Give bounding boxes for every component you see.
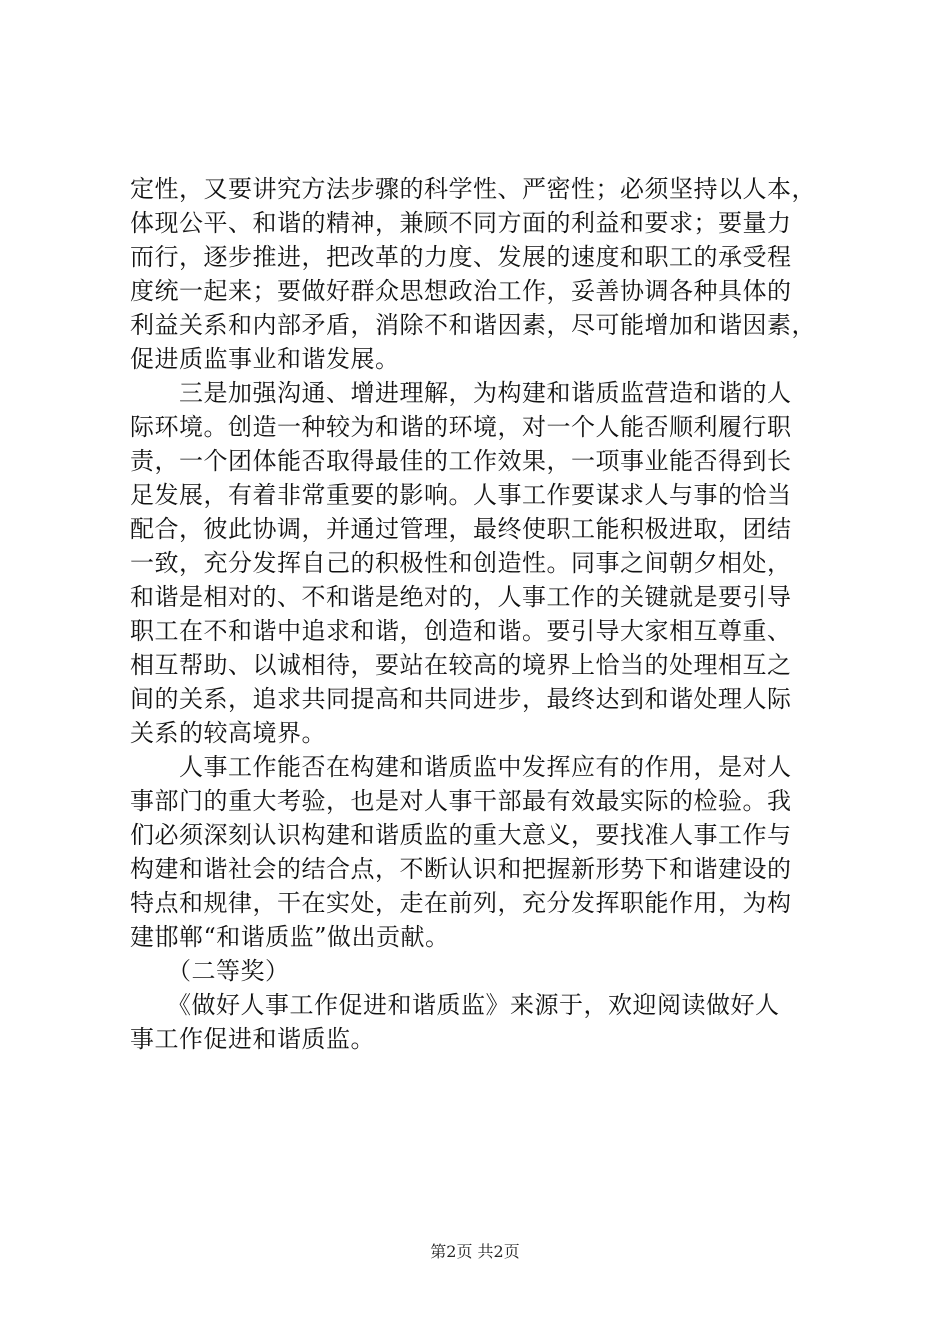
text-line: 构建和谐社会的结合点，不断认识和把握新形势下和谐建设的 xyxy=(130,855,792,883)
text-line: 定性，又要讲究方法步骤的科学性、严密性；必须坚持以人本， xyxy=(130,175,816,203)
text-line: 间的关系，追求共同提高和共同进步，最终达到和谐处理人际 xyxy=(130,685,792,713)
text-line: 促进质监事业和谐发展。 xyxy=(130,345,400,373)
text-line: 《做好人事工作促进和谐质监》来源于，欢迎阅读做好人 xyxy=(130,991,780,1019)
text-line: 三是加强沟通、增进理解，为构建和谐质监营造和谐的人 xyxy=(130,379,792,407)
page-number-footer: 第2页 共2页 xyxy=(430,1242,520,1261)
text-line: 和谐是相对的、不和谐是绝对的，人事工作的关键就是要引导 xyxy=(130,583,792,611)
text-line: 职工在不和谐中追求和谐，创造和谐。要引导大家相互尊重、 xyxy=(130,617,792,645)
text-line: 配合，彼此协调，并通过管理，最终使职工能积极进取，团结 xyxy=(130,515,792,543)
text-line: 事部门的重大考验，也是对人事干部最有效最实际的检验。我 xyxy=(130,787,792,815)
text-line: 责，一个团体能否取得最佳的工作效果，一项事业能否得到长 xyxy=(130,447,792,475)
award-line: （二等奖） xyxy=(130,957,290,985)
text-line: 际环境。创造一种较为和谐的环境，对一个人能否顺利履行职 xyxy=(130,413,792,441)
text-line: 们必须深刻认识构建和谐质监的重大意义，要找准人事工作与 xyxy=(130,821,792,849)
document-body xyxy=(130,172,830,1056)
text-line: 一致，充分发挥自己的积极性和创造性。同事之间朝夕相处， xyxy=(130,549,792,577)
text-line: 特点和规律，干在实处，走在前列，充分发挥职能作用，为构 xyxy=(130,889,792,917)
text-line: 事工作促进和谐质监。 xyxy=(130,1025,375,1053)
text-line: 关系的较高境界。 xyxy=(130,719,326,747)
text-line: 相互帮助、以诚相待，要站在较高的境界上恰当的处理相互之 xyxy=(130,651,792,679)
text-line: 建邯郸“和谐质监”做出贡献。 xyxy=(130,923,450,951)
text-line: 人事工作能否在构建和谐质监中发挥应有的作用，是对人 xyxy=(130,753,792,781)
text-line: 利益关系和内部矛盾，消除不和谐因素，尽可能增加和谐因素， xyxy=(130,311,816,339)
text-line: 体现公平、和谐的精神，兼顾不同方面的利益和要求；要量力 xyxy=(130,209,792,237)
text-line: 足发展，有着非常重要的影响。人事工作要谋求人与事的恰当 xyxy=(130,481,792,509)
text-line: 而行，逐步推进，把改革的力度、发展的速度和职工的承受程 xyxy=(130,243,792,271)
text-line: 度统一起来；要做好群众思想政治工作，妥善协调各种具体的 xyxy=(130,277,792,305)
